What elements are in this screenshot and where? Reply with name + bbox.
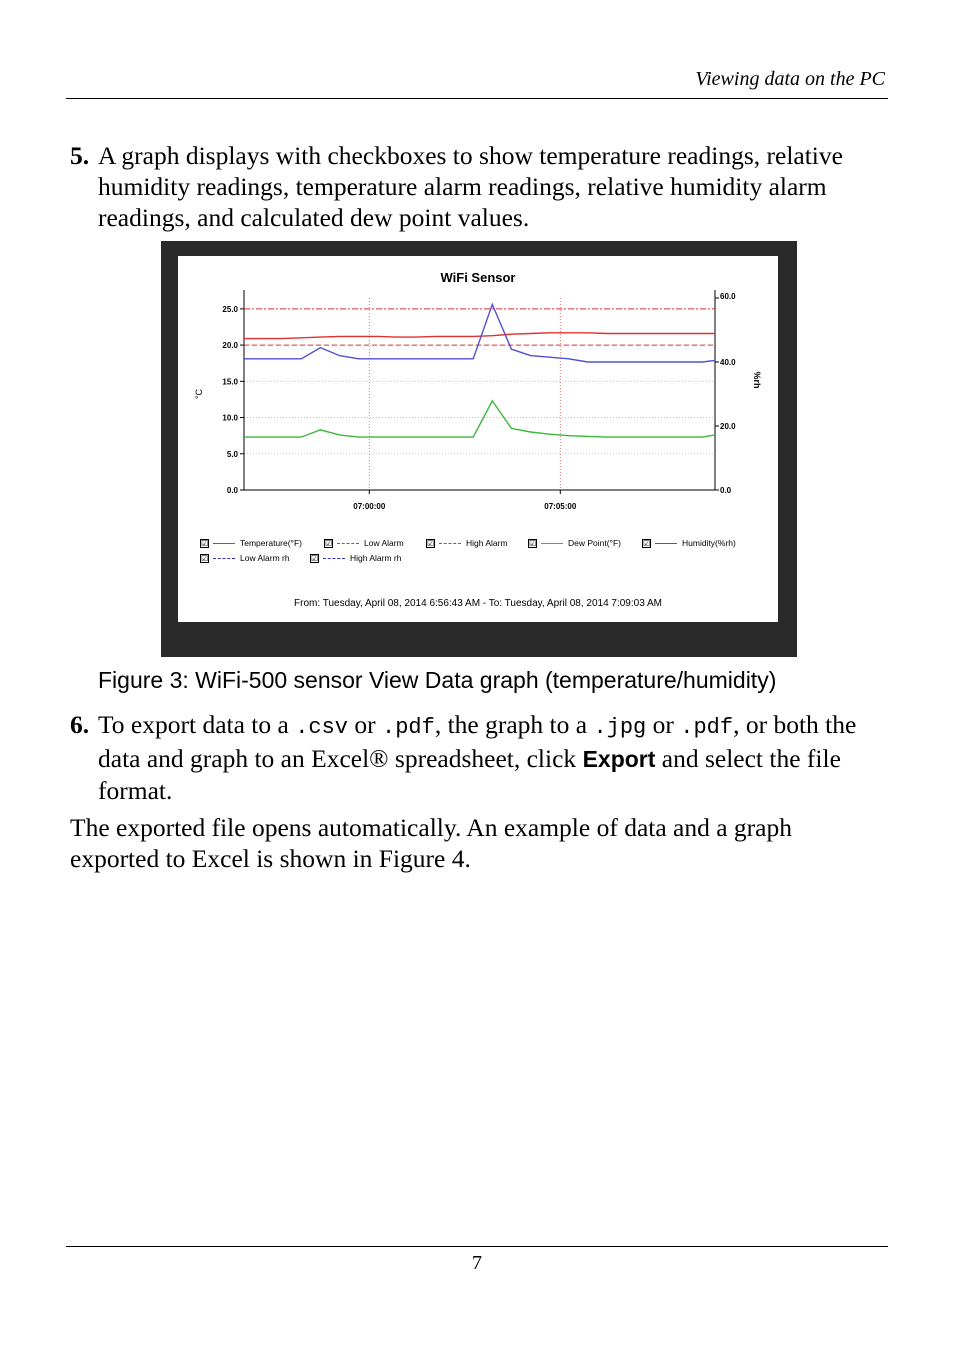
y2-axis-label: %rh xyxy=(752,371,762,389)
legend-item-humidity[interactable] xyxy=(642,538,736,548)
pdf-extension: .pdf xyxy=(680,715,734,740)
y2-tick-label: 0.0 xyxy=(720,486,732,495)
legend-checkbox[interactable]: ☑ xyxy=(529,538,537,548)
export-keyword: Export xyxy=(582,746,656,772)
series-line xyxy=(244,401,715,437)
page-number: 7 xyxy=(472,1252,482,1274)
jpg-extension: .jpg xyxy=(593,715,647,740)
csv-extension: .csv xyxy=(295,715,349,740)
y-tick-label: 20.0 xyxy=(222,341,238,351)
legend-checkbox[interactable]: ☑ xyxy=(643,538,651,548)
legend-label: Humidity(%rh) xyxy=(682,538,736,548)
y-tick-label: 5.0 xyxy=(226,449,238,459)
legend-checkbox[interactable]: ☑ xyxy=(201,538,209,548)
legend-label: Temperature(°F) xyxy=(240,538,302,548)
step-6 xyxy=(70,709,870,806)
step-text: A graph displays with checkboxes to show temperature readings, relative humidity readings, temperature alarm readings, relative humidity alarm readings, and calculated dew point values. xyxy=(98,141,843,232)
legend-checkbox[interactable]: ☑ xyxy=(201,553,209,563)
legend-checkbox[interactable]: ☑ xyxy=(325,538,333,548)
y-tick-label: 10.0 xyxy=(222,413,238,423)
figure-caption: Figure 3: WiFi-500 sensor View Data graph (temperature/humidity) xyxy=(98,667,777,693)
y-tick-label: 25.0 xyxy=(222,304,238,314)
date-range: From: Tuesday, April 08, 2014 6:56:43 AM - To: Tuesday, April 08, 2014 7:09:03 AM xyxy=(294,598,662,609)
y2-tick-label: 40.0 xyxy=(720,358,736,367)
x-tick-label: 07:00:00 xyxy=(353,502,386,511)
legend-item-high-alarm-rh[interactable] xyxy=(310,553,402,563)
step-text: To export data to a .csv or .pdf, the graph to a .jpg or .pdf, or both the data and graph to an Excel® spreadsheet, click Export and select the file format. xyxy=(98,710,857,805)
legend-item-low-alarm[interactable] xyxy=(324,538,404,548)
pdf-extension: .pdf xyxy=(382,715,435,740)
graph-panel xyxy=(178,256,778,622)
chart-title: WiFi Sensor xyxy=(440,270,516,285)
x-tick-label: 07:05:00 xyxy=(544,502,577,511)
legend-label: Dew Point(°F) xyxy=(568,538,621,548)
legend-item-dew-point[interactable] xyxy=(528,538,621,548)
legend-label: High Alarm xyxy=(466,538,508,548)
step-number: 6. xyxy=(70,710,90,739)
y-axis-label: °C xyxy=(194,388,204,400)
y2-tick-label: 60.0 xyxy=(720,292,736,301)
running-header: Viewing data on the PC xyxy=(695,68,885,90)
legend-item-temperature[interactable] xyxy=(200,538,302,548)
line-chart xyxy=(178,256,778,556)
legend-label: High Alarm rh xyxy=(350,553,402,563)
legend-item-low-alarm-rh[interactable] xyxy=(200,553,290,563)
step-5 xyxy=(70,140,870,233)
legend-checkbox[interactable]: ☑ xyxy=(427,538,435,548)
header-rule xyxy=(66,98,888,99)
y-tick-label: 0.0 xyxy=(226,486,238,495)
y2-tick-label: 20.0 xyxy=(720,422,736,431)
legend-label: Low Alarm rh xyxy=(240,553,290,563)
legend-label: Low Alarm xyxy=(364,538,404,548)
legend xyxy=(200,538,770,578)
footer-rule xyxy=(66,1246,888,1247)
legend-checkbox[interactable]: ☑ xyxy=(311,553,319,563)
step-number: 5. xyxy=(70,141,90,170)
body-paragraph: The exported file opens automatically. An example of data and a graph exported to Excel is shown in Figure 4. xyxy=(70,813,792,873)
graph-screenshot xyxy=(161,241,797,657)
series-line xyxy=(244,333,715,339)
y-tick-label: 15.0 xyxy=(222,377,238,387)
legend-item-high-alarm[interactable] xyxy=(426,538,508,548)
